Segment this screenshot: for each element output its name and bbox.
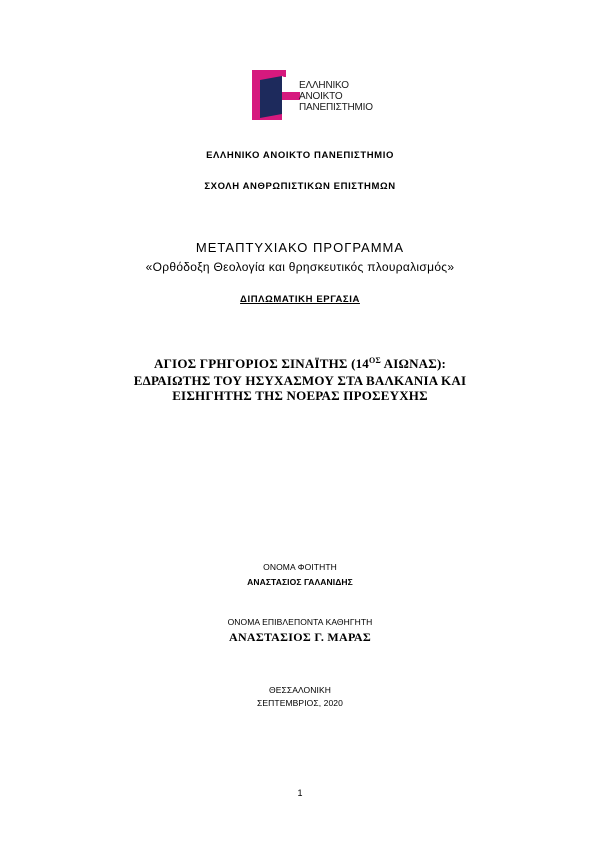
thesis-title-line-2: ΕΔΡΑΙΩΤΗΣ ΤΟΥ ΗΣΥΧΑΣΜΟΥ ΣΤΑ ΒΑΛΚΑΝΙΑ ΚΑΙ	[133, 373, 467, 388]
university-name: ΕΛΛΗΝΙΚΟ ΑΝΟΙΚΤΟ ΠΑΝΕΠΙΣΤΗΜΙΟ	[206, 150, 394, 161]
logo-line-3: ΠΑΝΕΠΙΣΤΗΜΙΟ	[299, 102, 373, 113]
program-subtitle: «Ορθόδοξη Θεολογία και θρησκευτικός πλουραλισμός»	[145, 260, 455, 274]
university-logo	[252, 70, 382, 122]
thesis-title-line-1-after: ΑΙΩΝΑΣ):	[380, 356, 446, 371]
thesis-title-line-1	[0, 356, 600, 371]
school-name: ΣΧΟΛΗ ΑΝΘΡΩΠΙΣΤΙΚΩΝ ΕΠΙΣΤΗΜΩΝ	[204, 181, 396, 192]
thesis-type: ΔΙΠΛΩΜΑΤΙΚΗ ΕΡΓΑΣΙΑ	[240, 294, 360, 305]
page-number: 1	[297, 788, 303, 798]
student-label: ΟΝΟΜΑ ΦΟΙΤΗΤΗ	[263, 562, 337, 572]
thesis-title-line-3: ΕΙΣΗΓΗΤΗΣ ΤΗΣ ΝΟΕΡΑΣ ΠΡΟΣΕΥΧΗΣ	[172, 388, 428, 403]
university-logo-wordmark	[299, 80, 373, 113]
supervisor-name: ΑΝΑΣΤΑΣΙΟΣ Γ. ΜΑΡΑΣ	[229, 630, 371, 644]
university-logo-mark-icon	[252, 70, 300, 120]
logo-line-1: ΕΛΛΗΝΙΚΟ	[299, 80, 349, 91]
date: ΣΕΠΤΕΜΒΡΙΟΣ, 2020	[257, 698, 343, 708]
thesis-title-line-1-before: ΑΓΙΟΣ ΓΡΗΓΟΡΙΟΣ ΣΙΝΑΪΤΗΣ (14	[154, 356, 370, 371]
thesis-title-superscript: ΟΣ	[369, 356, 381, 365]
place: ΘΕΣΣΑΛΟΝΙΚΗ	[269, 685, 331, 695]
logo-line-2: ΑΝΟΙΚΤΟ	[299, 91, 343, 102]
student-name: ΑΝΑΣΤΑΣΙΟΣ ΓΑΛΑΝΙΔΗΣ	[247, 577, 353, 587]
supervisor-label: ΟΝΟΜΑ ΕΠΙΒΛΕΠΟΝΤΑ ΚΑΘΗΓΗΤΗ	[227, 617, 373, 627]
program-title: ΜΕΤΑΠΤΥΧΙΑΚΟ ΠΡΟΓΡΑΜΜΑ	[195, 240, 405, 255]
